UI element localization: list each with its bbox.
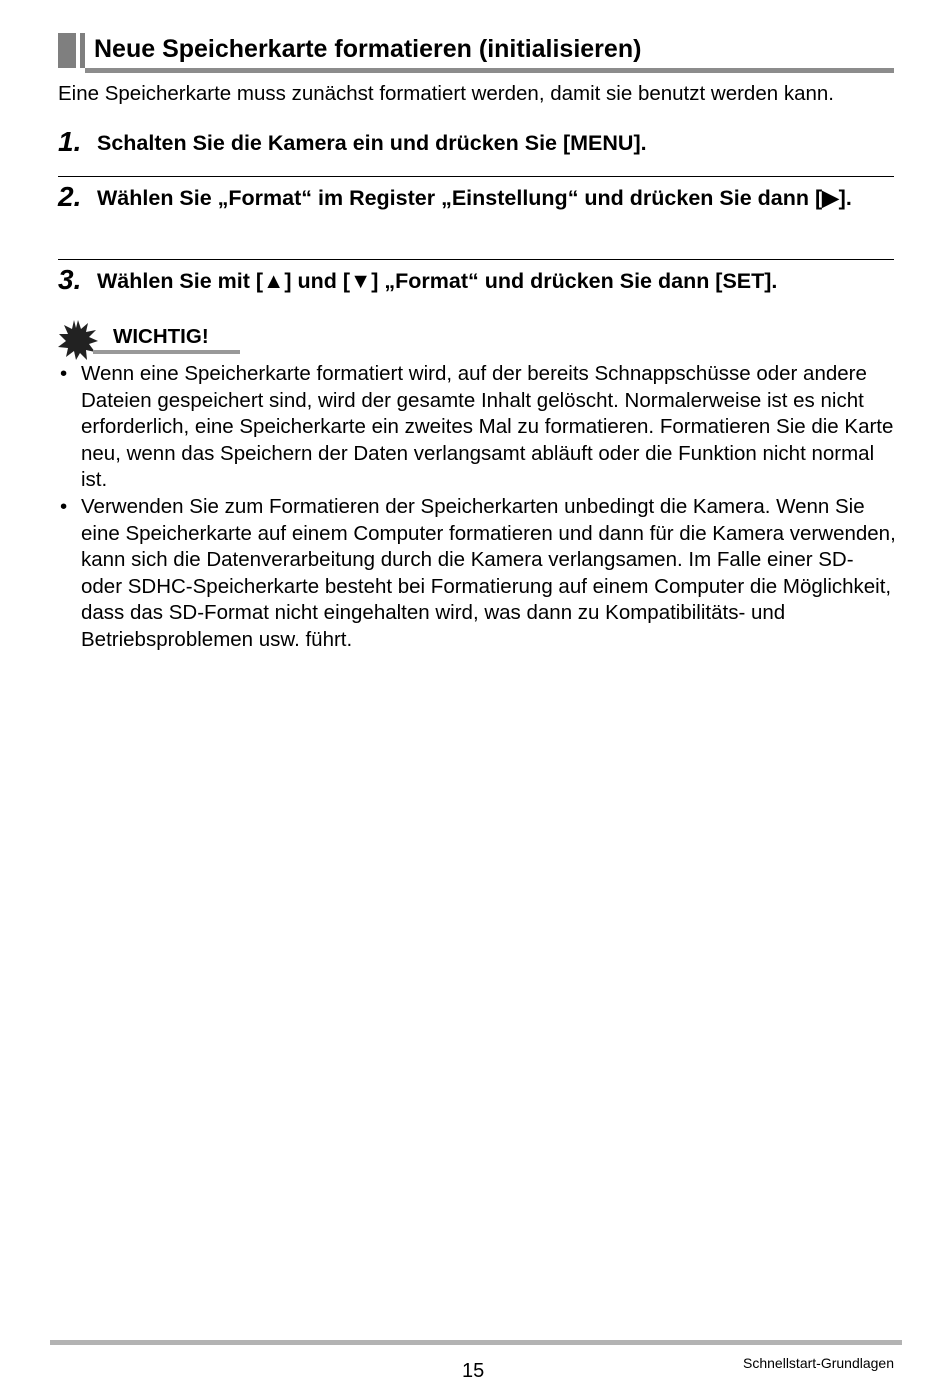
- step-number: 1.: [58, 126, 82, 157]
- list-item-text: Wenn eine Speicherkarte formatiert wird, auf der bereits Schnappschüsse oder andere Dateien gespeichert sind, wird der gesamte Inhalt gelöscht. Normalerweise ist es nicht erforderlich, eine Speicherkarte ein zweites Mal zu formatieren. Formatieren Sie die Karte neu, wenn das Speichern der Daten verlangsamt abläuft oder die Funktion nicht normal ist.: [81, 362, 894, 492]
- footer-divider: [50, 1340, 902, 1345]
- header-accent-bar-thin: [80, 33, 85, 68]
- intro-text: Eine Speicherkarte muss zunächst formatiert werden, damit sie benutzt werden kann.: [58, 82, 834, 105]
- section-header: [58, 33, 894, 73]
- important-list: [58, 361, 898, 654]
- step-divider: [58, 259, 894, 260]
- list-item: [58, 494, 898, 654]
- burst-icon: [58, 320, 98, 360]
- step-number: 2.: [58, 181, 82, 212]
- step-text: Wählen Sie mit [▲] und [▼] „Format“ und drücken Sie dann [SET].: [97, 269, 778, 293]
- step-divider: [58, 176, 894, 177]
- page-number: 15: [462, 1360, 485, 1382]
- step-text: Schalten Sie die Kamera ein und drücken Sie [MENU].: [97, 131, 647, 155]
- bullet-icon: •: [60, 362, 68, 385]
- step-text: Wählen Sie „Format“ im Register „Einstellung“ und drücken Sie dann [▶].: [97, 186, 852, 210]
- header-accent-bar: [58, 33, 76, 68]
- step-number: 3.: [58, 264, 82, 295]
- list-item: [58, 361, 898, 494]
- footer-section-label: Schnellstart-Grundlagen: [743, 1355, 894, 1371]
- header-underline: [85, 68, 894, 73]
- bullet-icon: •: [60, 494, 68, 518]
- important-notice: [58, 320, 240, 360]
- page-title: Neue Speicherkarte formatieren (initialisieren): [94, 35, 642, 63]
- list-item-text: Verwenden Sie zum Formatieren der Speicherkarten unbedingt die Kamera. Wenn Sie eine Speicherkarte auf einem Computer formatieren und dann für die Kamera verwenden, kann sich die Datenverarbeitung durch die Kamera verlangsamen. Im Falle einer SD- oder SDHC-Speicherkarte besteht bei Formatierung auf einem Computer die Möglichkeit, dass das SD-Format nicht eingehalten wird, was dann zu Kompatibilitäts- und Betriebsproblemen usw. führt.: [81, 494, 896, 651]
- important-underline: [93, 350, 240, 354]
- important-label: WICHTIG!: [113, 325, 209, 348]
